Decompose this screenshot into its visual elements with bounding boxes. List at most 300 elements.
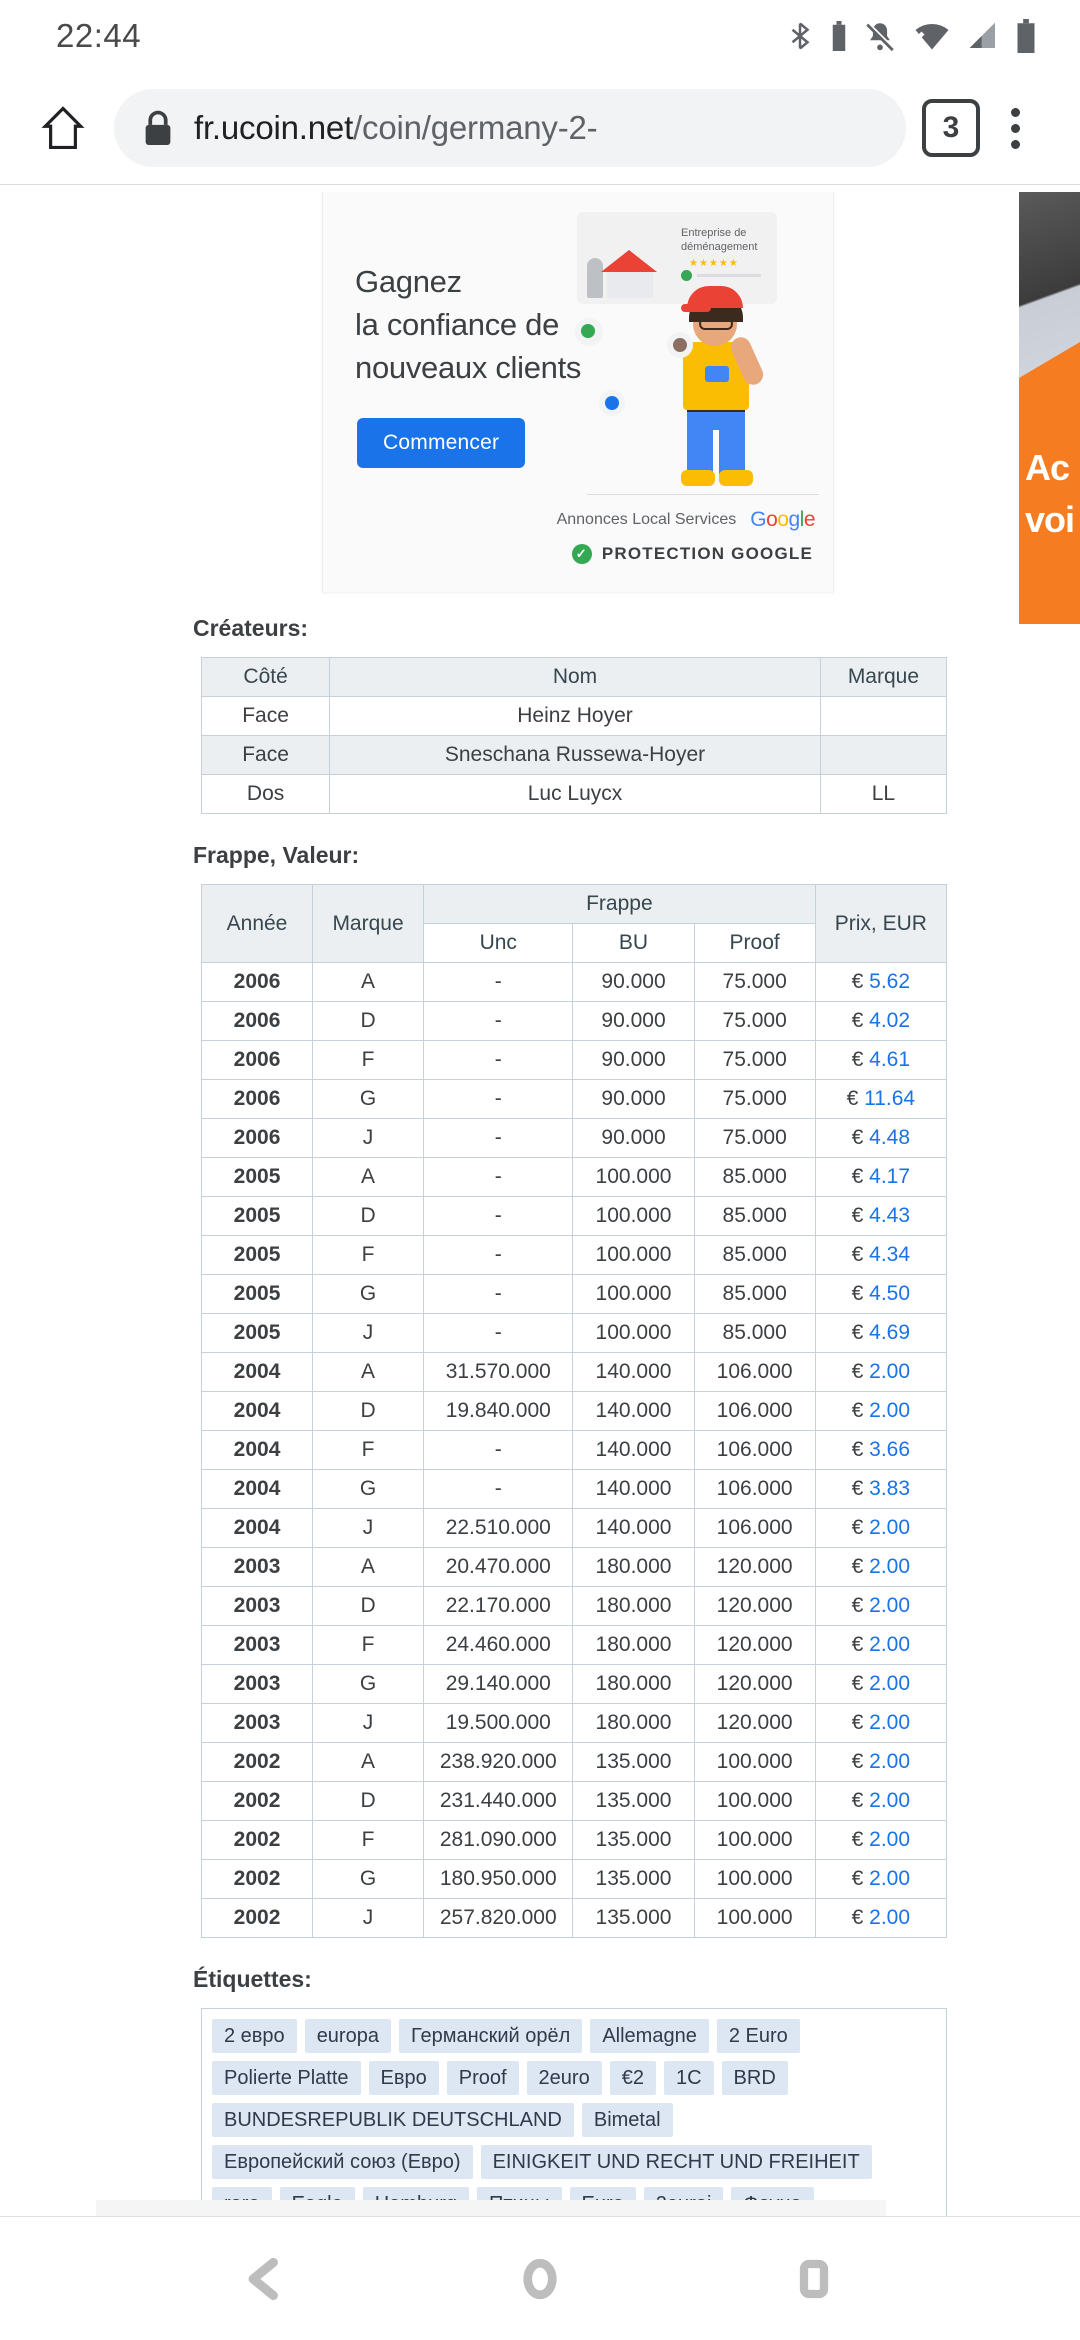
mintage-col-prix: Prix, EUR <box>815 885 946 963</box>
currency-symbol: € <box>851 1009 864 1032</box>
mintage-cell-proof: 120.000 <box>694 1548 815 1587</box>
price-value: 3.83 <box>863 1477 911 1500</box>
currency-symbol: € <box>851 1633 864 1656</box>
mintage-cell-bu: 180.000 <box>573 1704 694 1743</box>
mintage-table <box>201 884 947 1938</box>
mintage-cell-unc: - <box>424 1314 573 1353</box>
mintage-cell-bu: 180.000 <box>573 1587 694 1626</box>
mintage-cell-bu: 90.000 <box>573 1119 694 1158</box>
price-value: 4.34 <box>863 1243 911 1266</box>
creators-section-title: Créateurs: <box>193 615 309 641</box>
mintage-cell-marque: A <box>313 963 424 1002</box>
creators-cell-cote: Dos <box>202 775 330 814</box>
mintage-cell-marque: G <box>313 1470 424 1509</box>
mintage-cell-proof: 85.000 <box>694 1314 815 1353</box>
mintage-cell-marque: J <box>313 1314 424 1353</box>
mintage-cell-prix[interactable] <box>815 1041 946 1080</box>
url-path: /coin/germany-2- <box>353 109 598 146</box>
mintage-cell-proof: 75.000 <box>694 1002 815 1041</box>
cellular-signal-icon <box>967 20 999 52</box>
mintage-cell-bu: 100.000 <box>573 1236 694 1275</box>
battery-icon <box>1016 19 1036 53</box>
currency-symbol: € <box>851 1594 864 1617</box>
creators-cell-nom: Luc Luycx <box>330 775 821 814</box>
ad-attribution-label: Annonces Local Services <box>556 511 737 528</box>
mintage-cell-unc: - <box>424 1197 573 1236</box>
mintage-cell-unc: - <box>424 1275 573 1314</box>
mintage-cell-proof: 120.000 <box>694 1626 815 1665</box>
tag-chip[interactable]: €2 <box>610 2061 656 2095</box>
table-header-row <box>202 658 947 697</box>
mintage-cell-bu: 140.000 <box>573 1392 694 1431</box>
creators-col-cote: Côté <box>202 658 330 697</box>
mintage-cell-prix[interactable] <box>815 1119 946 1158</box>
mintage-cell-unc: - <box>424 1002 573 1041</box>
mintage-cell-proof: 106.000 <box>694 1353 815 1392</box>
table-row <box>202 1587 947 1626</box>
mintage-cell-marque: F <box>313 1431 424 1470</box>
table-row <box>202 1002 947 1041</box>
mintage-cell-annee: 2006 <box>202 1080 313 1119</box>
mintage-cell-annee: 2006 <box>202 1041 313 1080</box>
mintage-cell-marque: F <box>313 1041 424 1080</box>
mintage-cell-prix[interactable] <box>815 1821 946 1860</box>
overflow-menu-icon[interactable] <box>980 89 1050 167</box>
mintage-cell-prix[interactable] <box>815 1236 946 1275</box>
table-row <box>202 736 947 775</box>
mintage-cell-marque: J <box>313 1704 424 1743</box>
mintage-cell-annee: 2003 <box>202 1704 313 1743</box>
table-row <box>202 1509 947 1548</box>
currency-symbol: € <box>851 1672 864 1695</box>
mintage-cell-marque: F <box>313 1626 424 1665</box>
table-row <box>202 1353 947 1392</box>
mintage-cell-prix[interactable] <box>815 1743 946 1782</box>
protection-label: PROTECTION GOOGLE <box>601 544 813 563</box>
mintage-cell-unc: 238.920.000 <box>424 1743 573 1782</box>
ad-headline-line-3: nouveaux clients <box>355 350 582 385</box>
ad-headline-line-1: Gagnez <box>355 264 462 299</box>
mintage-cell-unc: - <box>424 1119 573 1158</box>
mintage-cell-unc: 19.840.000 <box>424 1392 573 1431</box>
mintage-cell-bu: 140.000 <box>573 1431 694 1470</box>
mintage-cell-unc: - <box>424 1470 573 1509</box>
mintage-cell-proof: 100.000 <box>694 1821 815 1860</box>
tag-chip[interactable]: Евро <box>369 2061 439 2095</box>
mintage-cell-marque: F <box>313 1236 424 1275</box>
mintage-cell-bu: 100.000 <box>573 1158 694 1197</box>
price-value: 4.43 <box>863 1204 911 1227</box>
creators-col-nom: Nom <box>330 658 821 697</box>
price-value: 4.61 <box>863 1048 911 1071</box>
price-value: 2.00 <box>863 1633 911 1656</box>
mintage-cell-marque: G <box>313 1275 424 1314</box>
mintage-cell-annee: 2003 <box>202 1626 313 1665</box>
mintage-cell-proof: 85.000 <box>694 1236 815 1275</box>
mintage-cell-proof: 120.000 <box>694 1665 815 1704</box>
mintage-cell-unc: 281.090.000 <box>424 1821 573 1860</box>
mintage-cell-marque: A <box>313 1743 424 1782</box>
notifications-muted-icon <box>863 19 897 53</box>
home-circle-icon[interactable] <box>510 2249 570 2309</box>
currency-symbol: € <box>851 1204 864 1227</box>
mintage-cell-bu: 180.000 <box>573 1626 694 1665</box>
mintage-cell-proof: 120.000 <box>694 1704 815 1743</box>
mintage-cell-unc: 19.500.000 <box>424 1704 573 1743</box>
price-value: 11.64 <box>858 1087 916 1110</box>
table-row <box>202 1431 947 1470</box>
side-ad-text-line-2: voi <box>1025 499 1075 540</box>
mintage-col-marque: Marque <box>313 885 424 963</box>
currency-symbol: € <box>851 1906 864 1929</box>
mintage-cell-proof: 106.000 <box>694 1470 815 1509</box>
rating-stars-icon: ★★★★★ <box>689 258 739 269</box>
mintage-cell-marque: J <box>313 1899 424 1938</box>
mintage-cell-bu: 90.000 <box>573 1080 694 1119</box>
url-host: fr.ucoin.net <box>194 109 354 146</box>
price-value: 4.50 <box>863 1282 911 1305</box>
mintage-col-unc: Unc <box>424 924 573 963</box>
mintage-cell-proof: 85.000 <box>694 1158 815 1197</box>
mintage-cell-proof: 100.000 <box>694 1782 815 1821</box>
price-value: 2.00 <box>863 1750 911 1773</box>
creators-cell-cote: Face <box>202 697 330 736</box>
price-value: 2.00 <box>863 1711 911 1734</box>
mintage-cell-bu: 90.000 <box>573 1041 694 1080</box>
page-content <box>0 185 1080 2274</box>
mintage-cell-proof: 75.000 <box>694 1080 815 1119</box>
tag-chip[interactable]: europa <box>305 2019 391 2053</box>
price-value: 2.00 <box>863 1828 911 1851</box>
mintage-cell-bu: 180.000 <box>573 1665 694 1704</box>
mintage-cell-prix[interactable] <box>815 1314 946 1353</box>
tag-chip[interactable]: Allemagne <box>590 2019 709 2053</box>
android-navigation-bar <box>0 2216 1080 2340</box>
lock-icon <box>144 111 172 145</box>
price-value: 3.66 <box>863 1438 911 1461</box>
mintage-cell-annee: 2002 <box>202 1899 313 1938</box>
mintage-cell-annee: 2004 <box>202 1392 313 1431</box>
mintage-cell-proof: 100.000 <box>694 1743 815 1782</box>
recents-square-icon[interactable] <box>784 2249 844 2309</box>
mintage-cell-prix[interactable] <box>815 1353 946 1392</box>
mintage-cell-proof: 75.000 <box>694 1119 815 1158</box>
currency-symbol: € <box>851 1243 864 1266</box>
table-row <box>202 1704 947 1743</box>
side-ad-text-line-1: Ac <box>1025 447 1070 488</box>
mintage-cell-unc: - <box>424 1236 573 1275</box>
table-row <box>202 697 947 736</box>
mintage-cell-annee: 2005 <box>202 1314 313 1353</box>
mintage-cell-marque: G <box>313 1665 424 1704</box>
creators-cell-marque <box>820 736 946 775</box>
currency-symbol: € <box>851 970 864 993</box>
status-bar-icons <box>785 19 1036 53</box>
web-page-viewport[interactable] <box>0 184 1080 2216</box>
table-row <box>202 1665 947 1704</box>
table-row <box>202 1470 947 1509</box>
mintage-cell-prix[interactable] <box>815 963 946 1002</box>
tag-chip[interactable]: EINIGKEIT UND RECHT UND FREIHEIT <box>481 2145 872 2179</box>
address-bar[interactable] <box>114 89 906 167</box>
check-circle-icon: ✓ <box>572 544 592 564</box>
mintage-cell-annee: 2003 <box>202 1548 313 1587</box>
table-row <box>202 1782 947 1821</box>
creators-cell-nom: Heinz Hoyer <box>330 697 821 736</box>
mintage-cell-annee: 2002 <box>202 1821 313 1860</box>
table-row <box>202 1626 947 1665</box>
status-bar-clock: 22:44 <box>56 17 142 54</box>
tag-chip[interactable]: 2euro <box>527 2061 602 2095</box>
mintage-cell-bu: 140.000 <box>573 1509 694 1548</box>
mintage-cell-bu: 140.000 <box>573 1353 694 1392</box>
mintage-cell-marque: A <box>313 1353 424 1392</box>
currency-symbol: € <box>851 1477 864 1500</box>
mintage-cell-unc: 231.440.000 <box>424 1782 573 1821</box>
browser-toolbar <box>0 72 1080 184</box>
mintage-cell-bu: 135.000 <box>573 1860 694 1899</box>
mintage-col-bu: BU <box>573 924 694 963</box>
price-value: 2.00 <box>863 1516 911 1539</box>
tab-count-label: 3 <box>942 111 960 144</box>
mintage-cell-marque: D <box>313 1392 424 1431</box>
creators-cell-nom: Sneschana Russewa-Hoyer <box>330 736 821 775</box>
mintage-cell-proof: 85.000 <box>694 1197 815 1236</box>
mintage-cell-proof: 106.000 <box>694 1392 815 1431</box>
mintage-cell-annee: 2005 <box>202 1275 313 1314</box>
price-value: 4.69 <box>863 1321 911 1344</box>
mintage-cell-proof: 106.000 <box>694 1509 815 1548</box>
currency-symbol: € <box>851 1360 864 1383</box>
tab-switcher-button[interactable] <box>922 99 980 157</box>
mintage-cell-prix[interactable] <box>815 1197 946 1236</box>
table-row <box>202 1158 947 1197</box>
mintage-cell-bu: 100.000 <box>573 1197 694 1236</box>
home-icon[interactable] <box>26 91 100 165</box>
creators-cell-marque: LL <box>820 775 946 814</box>
currency-symbol: € <box>851 1711 864 1734</box>
mintage-cell-annee: 2005 <box>202 1197 313 1236</box>
currency-symbol: € <box>851 1438 864 1461</box>
mintage-cell-prix[interactable] <box>815 1899 946 1938</box>
mintage-cell-bu: 135.000 <box>573 1743 694 1782</box>
page-bottom-strip <box>96 2200 886 2216</box>
price-value: 2.00 <box>863 1672 911 1695</box>
ad-business-label: Entreprise de déménagement <box>681 227 758 253</box>
mintage-cell-unc: 20.470.000 <box>424 1548 573 1587</box>
mintage-cell-prix[interactable] <box>815 1392 946 1431</box>
mintage-cell-annee: 2005 <box>202 1236 313 1275</box>
mintage-cell-unc: 257.820.000 <box>424 1899 573 1938</box>
mintage-cell-prix[interactable] <box>815 1158 946 1197</box>
price-value: 2.00 <box>863 1789 911 1812</box>
mintage-col-proof: Proof <box>694 924 815 963</box>
mintage-cell-prix[interactable] <box>815 1665 946 1704</box>
mintage-cell-proof: 100.000 <box>694 1899 815 1938</box>
mintage-cell-prix[interactable] <box>815 1860 946 1899</box>
mintage-cell-annee: 2002 <box>202 1860 313 1899</box>
table-row <box>202 1041 947 1080</box>
mintage-cell-marque: A <box>313 1158 424 1197</box>
mintage-cell-proof: 85.000 <box>694 1275 815 1314</box>
status-bar <box>0 0 1080 72</box>
table-row <box>202 1899 947 1938</box>
mintage-cell-annee: 2005 <box>202 1158 313 1197</box>
price-value: 2.00 <box>863 1555 911 1578</box>
creators-col-marque: Marque <box>820 658 946 697</box>
mintage-cell-unc: 180.950.000 <box>424 1860 573 1899</box>
mintage-cell-annee: 2004 <box>202 1431 313 1470</box>
mintage-cell-annee: 2004 <box>202 1509 313 1548</box>
table-row <box>202 1236 947 1275</box>
currency-symbol: € <box>846 1087 859 1110</box>
mintage-cell-proof: 75.000 <box>694 1041 815 1080</box>
table-row <box>202 1197 947 1236</box>
mintage-cell-unc: 22.170.000 <box>424 1587 573 1626</box>
tag-chip[interactable]: BRD <box>722 2061 788 2095</box>
mintage-cell-bu: 135.000 <box>573 1782 694 1821</box>
tags-section-title: Étiquettes: <box>193 1966 312 1992</box>
mintage-cell-prix[interactable] <box>815 1275 946 1314</box>
tag-chip[interactable]: 2 евро <box>212 2019 297 2053</box>
price-value: 2.00 <box>863 1906 911 1929</box>
table-row <box>202 775 947 814</box>
mintage-cell-prix[interactable] <box>815 1509 946 1548</box>
currency-symbol: € <box>851 1750 864 1773</box>
mintage-cell-unc: 29.140.000 <box>424 1665 573 1704</box>
mintage-cell-bu: 135.000 <box>573 1821 694 1860</box>
mintage-cell-unc: - <box>424 1041 573 1080</box>
price-value: 2.00 <box>863 1594 911 1617</box>
mintage-cell-marque: D <box>313 1782 424 1821</box>
mintage-cell-marque: J <box>313 1119 424 1158</box>
mintage-cell-prix[interactable] <box>815 1782 946 1821</box>
mintage-cell-bu: 90.000 <box>573 1002 694 1041</box>
mintage-cell-proof: 100.000 <box>694 1860 815 1899</box>
mintage-cell-bu: 90.000 <box>573 963 694 1002</box>
mintage-col-frappe: Frappe <box>424 885 816 924</box>
mintage-cell-annee: 2006 <box>202 1119 313 1158</box>
creators-cell-marque <box>820 697 946 736</box>
mintage-cell-proof: 106.000 <box>694 1431 815 1470</box>
mintage-cell-bu: 135.000 <box>573 1899 694 1938</box>
mintage-cell-proof: 120.000 <box>694 1587 815 1626</box>
mintage-cell-bu: 100.000 <box>573 1314 694 1353</box>
table-row <box>202 1080 947 1119</box>
table-row <box>202 1119 947 1158</box>
currency-symbol: € <box>851 1126 864 1149</box>
mintage-cell-unc: - <box>424 963 573 1002</box>
mintage-col-annee: Année <box>202 885 313 963</box>
address-bar-url <box>194 109 597 147</box>
mintage-cell-prix[interactable] <box>815 1587 946 1626</box>
table-row <box>202 963 947 1002</box>
currency-symbol: € <box>851 1828 864 1851</box>
mintage-cell-marque: D <box>313 1587 424 1626</box>
mintage-cell-annee: 2006 <box>202 963 313 1002</box>
currency-symbol: € <box>851 1867 864 1890</box>
mintage-cell-prix[interactable] <box>815 1080 946 1119</box>
mintage-cell-marque: A <box>313 1548 424 1587</box>
price-value: 4.02 <box>863 1009 911 1032</box>
mintage-cell-bu: 180.000 <box>573 1548 694 1587</box>
mintage-cell-prix[interactable] <box>815 1626 946 1665</box>
table-row <box>202 1743 947 1782</box>
mintage-cell-annee: 2002 <box>202 1782 313 1821</box>
mintage-cell-unc: - <box>424 1080 573 1119</box>
table-row <box>202 1275 947 1314</box>
tag-chip[interactable]: Европейский союз (Евро) <box>212 2145 473 2179</box>
price-value: 4.17 <box>863 1165 911 1188</box>
tag-chip[interactable]: BUNDESREPUBLIK DEUTSCHLAND <box>212 2103 574 2137</box>
mintage-cell-annee: 2002 <box>202 1743 313 1782</box>
price-value: 2.00 <box>863 1867 911 1890</box>
currency-symbol: € <box>851 1789 864 1812</box>
mintage-cell-unc: 31.570.000 <box>424 1353 573 1392</box>
ad-headline-line-2: la confiance de <box>355 307 560 342</box>
tag-chip[interactable]: 2 Euro <box>717 2019 800 2053</box>
mintage-cell-proof: 75.000 <box>694 963 815 1002</box>
mintage-cell-prix[interactable] <box>815 1704 946 1743</box>
table-row <box>202 1860 947 1899</box>
mintage-section-title: Frappe, Valeur: <box>193 842 360 868</box>
mintage-cell-prix[interactable] <box>815 1002 946 1041</box>
currency-symbol: € <box>851 1555 864 1578</box>
creators-table <box>201 657 947 814</box>
battery-small-icon <box>832 21 846 51</box>
mintage-cell-unc: 22.510.000 <box>424 1509 573 1548</box>
price-value: 5.62 <box>863 970 911 993</box>
mintage-cell-unc: - <box>424 1158 573 1197</box>
table-row <box>202 1821 947 1860</box>
price-value: 2.00 <box>863 1360 911 1383</box>
mintage-cell-marque: D <box>313 1002 424 1041</box>
currency-symbol: € <box>851 1165 864 1188</box>
mintage-cell-prix[interactable] <box>815 1548 946 1587</box>
creators-cell-cote: Face <box>202 736 330 775</box>
currency-symbol: € <box>851 1321 864 1344</box>
mintage-cell-annee: 2004 <box>202 1353 313 1392</box>
mintage-cell-prix[interactable] <box>815 1470 946 1509</box>
mintage-cell-marque: F <box>313 1821 424 1860</box>
mintage-cell-annee: 2004 <box>202 1470 313 1509</box>
mintage-cell-prix[interactable] <box>815 1431 946 1470</box>
tag-chip[interactable]: Германский орёл <box>399 2019 582 2053</box>
mintage-cell-marque: G <box>313 1080 424 1119</box>
tag-chip[interactable]: 1C <box>664 2061 714 2095</box>
mintage-cell-bu: 140.000 <box>573 1470 694 1509</box>
tag-chip[interactable]: Bimetal <box>582 2103 673 2137</box>
currency-symbol: € <box>851 1048 864 1071</box>
back-triangle-icon[interactable] <box>236 2249 296 2309</box>
google-logo: Google <box>750 508 815 531</box>
table-row <box>202 1314 947 1353</box>
mintage-cell-unc: 24.460.000 <box>424 1626 573 1665</box>
mintage-cell-bu: 100.000 <box>573 1275 694 1314</box>
mintage-cell-annee: 2003 <box>202 1665 313 1704</box>
bluetooth-icon <box>785 19 815 53</box>
price-value: 4.48 <box>863 1126 911 1149</box>
tag-chip[interactable]: Polierte Platte <box>212 2061 361 2095</box>
wifi-icon <box>914 20 950 52</box>
ad-cta-button[interactable]: Commencer <box>357 418 525 468</box>
price-value: 2.00 <box>863 1399 911 1422</box>
tag-chip[interactable]: Proof <box>447 2061 519 2095</box>
currency-symbol: € <box>851 1399 864 1422</box>
currency-symbol: € <box>851 1516 864 1539</box>
mintage-cell-marque: J <box>313 1509 424 1548</box>
table-row <box>202 1548 947 1587</box>
